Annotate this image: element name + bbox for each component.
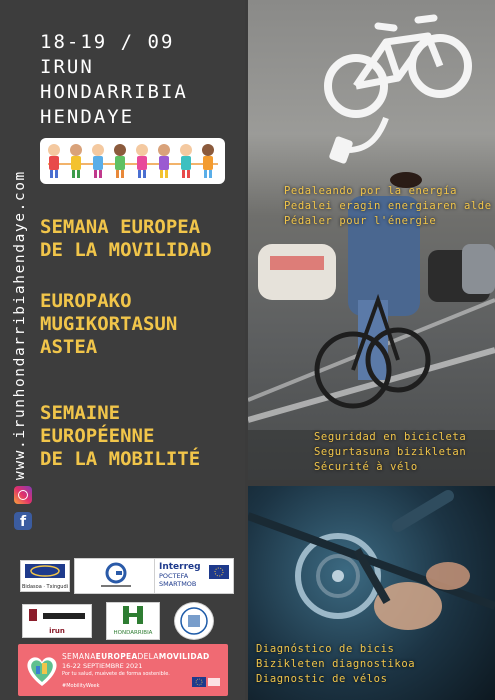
children-holding-hands-icon: [40, 138, 225, 184]
banner-dates: 16-22 SEPTIEMBRE 2021: [62, 662, 143, 670]
banner-title: [62, 652, 210, 661]
irun-logo: [22, 604, 92, 638]
bike-lane-symbol-icon: [248, 0, 495, 480]
gipuzkoa-emblem-icon: [75, 559, 157, 593]
hondarribia-emblem-icon: [107, 603, 159, 627]
heart-city-icon: [22, 648, 62, 692]
mobility-week-banner: [18, 644, 228, 696]
hondarribia-logo-text: HONDARRIBIA: [113, 630, 153, 636]
banner-subtitle: Por tu salud, muévete de forma sostenible.: [62, 671, 170, 677]
irun-logo-text: irun: [49, 627, 65, 635]
hondarribia-logo: [106, 602, 160, 640]
banner-title-part-d: MOVILIDAD: [158, 652, 210, 661]
eu-flag-icon: [192, 677, 222, 691]
interreg-text: Interreg: [159, 562, 201, 572]
heading-spanish: SEMANA EUROPEA DE LA MOVILIDAD: [40, 216, 212, 261]
caption-energy-eu: Pedalei eragin energiaren alde: [284, 200, 492, 212]
caption-safety-eu: Segurtasuna bizikletan: [314, 446, 467, 458]
instagram-icon[interactable]: [14, 486, 32, 504]
caption-energy-fr: Pédaler pour l'énergie: [284, 215, 437, 227]
facebook-icon[interactable]: f: [14, 512, 32, 530]
caption-diagnostic: [256, 642, 415, 687]
smartmob-text: SMARTMOB: [159, 580, 197, 588]
banner-title-part-a: SEMANA: [62, 652, 96, 661]
cycling-road-photo: [248, 0, 495, 480]
caption-diagnostic-eu: Bizikleten diagnostikoa: [256, 658, 416, 670]
hendaye-logo: [174, 602, 214, 640]
caption-safety-fr: Sécurité à vélo: [314, 461, 418, 473]
sponsor-logos: [18, 556, 236, 640]
interreg-logo: [154, 558, 234, 594]
caption-safety-es: Seguridad en bicicleta: [314, 431, 467, 443]
hendaye-emblem-icon: [175, 603, 213, 639]
heading-basque: EUROPAKO MUGIKORTASUN ASTEA: [40, 290, 178, 358]
bidasoa-logo: [20, 560, 70, 592]
gipuzkoa-logo: [74, 558, 158, 594]
bidasoa-logo-text: Bidasoa · Txingudi: [21, 584, 69, 590]
caption-safety: [314, 430, 466, 475]
bidasoa-emblem-icon: [21, 561, 69, 581]
banner-title-part-c: DELA: [137, 652, 159, 661]
banner-hashtag: #MobilityWeek: [62, 683, 100, 689]
photo-column: [248, 0, 495, 700]
eu-flag-icon: [209, 565, 229, 579]
poctefa-text: POCTEFA: [159, 572, 189, 580]
website-url[interactable]: www.irunhondarribiahendaye.com: [12, 170, 28, 480]
irun-emblem-icon: [23, 605, 91, 625]
event-dates-locations: 18-19 / 09 IRUN HONDARRIBIA HENDAYE: [40, 31, 188, 128]
children-illustration: [40, 138, 225, 184]
caption-energy: [284, 184, 492, 229]
caption-energy-es: Pedaleando por la energía: [284, 185, 458, 197]
caption-diagnostic-fr: Diagnostic de vélos: [256, 673, 388, 685]
caption-diagnostic-es: Diagnóstico de bicis: [256, 643, 395, 655]
banner-title-part-b: EUROPEA: [95, 652, 138, 661]
heading-french: SEMAINE EUROPÉENNE DE LA MOBILITÉ: [40, 402, 201, 470]
